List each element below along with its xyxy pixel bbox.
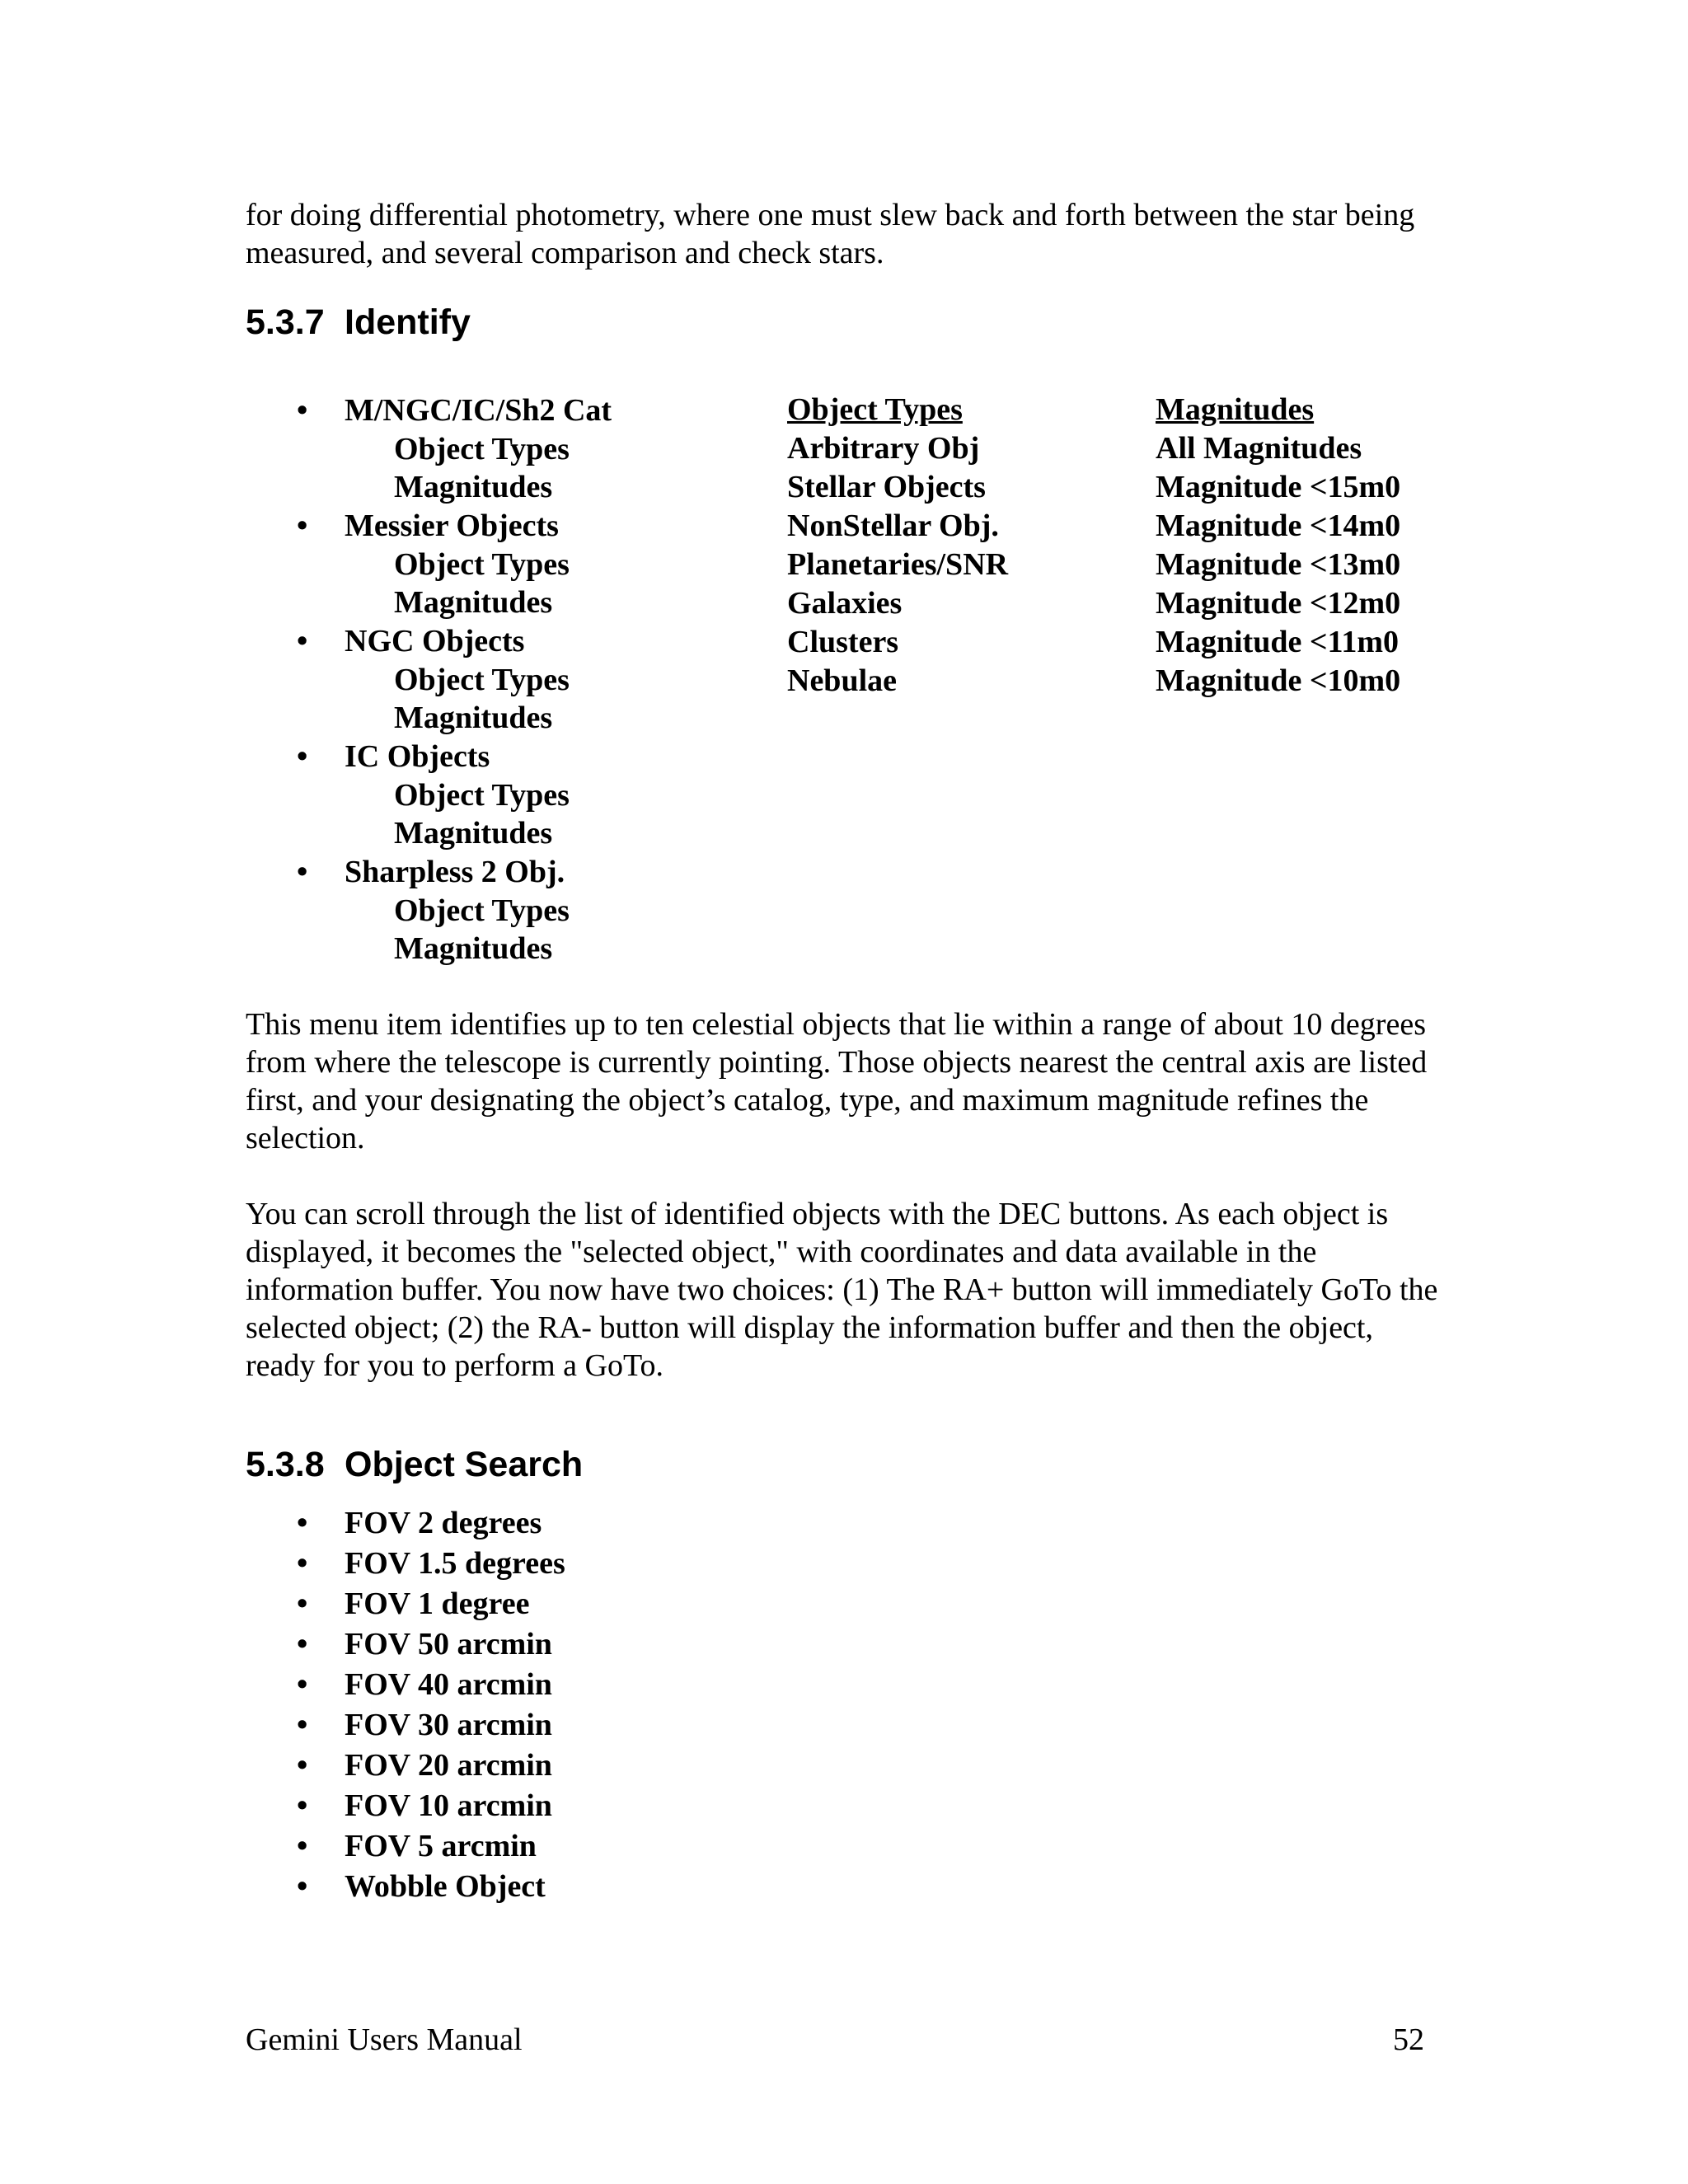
catalog-item xyxy=(297,737,758,776)
bullet: • xyxy=(297,1708,308,1742)
fov-label: Wobble Object xyxy=(345,1869,546,1904)
fov-item xyxy=(297,1624,565,1665)
bullet: • xyxy=(297,1829,308,1863)
section-title: Object Search xyxy=(345,1445,584,1484)
catalog-name: IC Objects xyxy=(345,739,490,774)
bullet: • xyxy=(297,624,308,658)
fov-label: FOV 40 arcmin xyxy=(345,1667,552,1702)
fov-item xyxy=(297,1786,565,1826)
fov-label: FOV 1 degree xyxy=(345,1586,530,1621)
object-type-item: Planetaries/SNR xyxy=(787,547,1009,582)
magnitude-item: Magnitude <10m0 xyxy=(1156,663,1401,698)
fov-item xyxy=(297,1826,565,1867)
catalog-list xyxy=(297,391,758,968)
catalog-name: NGC Objects xyxy=(345,624,525,658)
catalog-name: Messier Objects xyxy=(345,509,559,543)
bullet: • xyxy=(297,1627,308,1661)
magnitudes-header: Magnitudes xyxy=(1156,392,1315,427)
magnitude-item: Magnitude <11m0 xyxy=(1156,625,1400,659)
catalog-sub-item: Object Types xyxy=(394,778,570,813)
catalog-item xyxy=(297,852,758,892)
catalog-item xyxy=(297,506,758,546)
catalog-sub-item: Magnitudes xyxy=(394,585,553,620)
fov-label: FOV 50 arcmin xyxy=(345,1627,552,1661)
bullet: • xyxy=(297,1667,308,1702)
catalog-sub-item: Object Types xyxy=(394,547,570,582)
section-number: 5.3.8 xyxy=(246,1445,325,1484)
catalog-name: Sharpless 2 Obj. xyxy=(345,855,565,889)
fov-label: FOV 10 arcmin xyxy=(345,1788,552,1823)
catalog-name: M/NGC/IC/Sh2 Cat xyxy=(345,393,612,428)
section-title: Identify xyxy=(345,302,471,342)
object-types-header: Object Types xyxy=(787,392,963,427)
section-number: 5.3.7 xyxy=(246,302,325,342)
magnitude-item: Magnitude <12m0 xyxy=(1156,586,1401,621)
object-type-item: Stellar Objects xyxy=(787,470,986,504)
object-search-list xyxy=(297,1503,565,1907)
bullet: • xyxy=(297,1788,308,1823)
magnitude-item: All Magnitudes xyxy=(1156,431,1362,466)
fov-label: FOV 5 arcmin xyxy=(345,1829,537,1863)
bullet: • xyxy=(297,1506,308,1540)
identify-paragraph: You can scroll through the list of identified objects with the DEC buttons. As each object is displayed, it becomes the "selected object," with coordinates and data available in the information buffer. You now have two choices: (1) The RA+ button will immediately GoTo the selected object; (2) the RA- button will display the information buffer and then the object, ready for you to perform a GoTo. xyxy=(246,1197,1438,1383)
catalog-sub-item: Object Types xyxy=(394,893,570,928)
intro-paragraph: for doing differential photometry, where one must slew back and forth between the star being measured, and several comparison and check stars. xyxy=(246,198,1415,270)
magnitude-item: Magnitude <15m0 xyxy=(1156,470,1401,504)
bullet: • xyxy=(297,1748,308,1783)
object-type-item: Arbitrary Obj xyxy=(787,431,980,466)
catalog-sub-item: Magnitudes xyxy=(394,701,553,735)
magnitude-item: Magnitude <13m0 xyxy=(1156,547,1401,582)
bullet: • xyxy=(297,509,308,543)
bullet: • xyxy=(297,1586,308,1621)
catalog-sub-item: Magnitudes xyxy=(394,470,553,504)
fov-item xyxy=(297,1705,565,1746)
fov-label: FOV 30 arcmin xyxy=(345,1708,552,1742)
bullet: • xyxy=(297,1869,308,1904)
object-types-column xyxy=(787,391,1150,701)
fov-item xyxy=(297,1665,565,1705)
page-number: 52 xyxy=(1393,2022,1424,2057)
identify-paragraph: This menu item identifies up to ten celestial objects that lie within a range of about 10 degrees from where the telescope is currently pointing. Those objects nearest the central axis are listed first, and your designating the object’s catalog, type, and maximum magnitude refines the selection. xyxy=(246,1007,1428,1155)
fov-item xyxy=(297,1867,565,1907)
bullet: • xyxy=(297,393,308,428)
fov-label: FOV 1.5 degrees xyxy=(345,1546,565,1581)
bullet: • xyxy=(297,739,308,774)
object-type-item: Nebulae xyxy=(787,663,897,698)
catalog-sub-item: Object Types xyxy=(394,432,570,466)
object-type-item: NonStellar Obj. xyxy=(787,509,999,543)
catalog-item xyxy=(297,621,758,661)
object-type-item: Clusters xyxy=(787,625,899,659)
fov-item xyxy=(297,1746,565,1786)
fov-item xyxy=(297,1503,565,1544)
section-heading-object-search xyxy=(246,1444,583,1485)
bullet: • xyxy=(297,1546,308,1581)
magnitudes-column xyxy=(1156,391,1485,701)
object-type-item: Galaxies xyxy=(787,586,903,621)
fov-item xyxy=(297,1584,565,1624)
magnitude-item: Magnitude <14m0 xyxy=(1156,509,1401,543)
catalog-item xyxy=(297,391,758,430)
footer-title: Gemini Users Manual xyxy=(246,2022,523,2057)
section-heading-identify xyxy=(246,302,471,343)
fov-label: FOV 20 arcmin xyxy=(345,1748,552,1783)
catalog-sub-item: Magnitudes xyxy=(394,931,553,966)
fov-item xyxy=(297,1544,565,1584)
bullet: • xyxy=(297,855,308,889)
catalog-sub-item: Magnitudes xyxy=(394,816,553,851)
fov-label: FOV 2 degrees xyxy=(345,1506,542,1540)
catalog-sub-item: Object Types xyxy=(394,663,570,697)
